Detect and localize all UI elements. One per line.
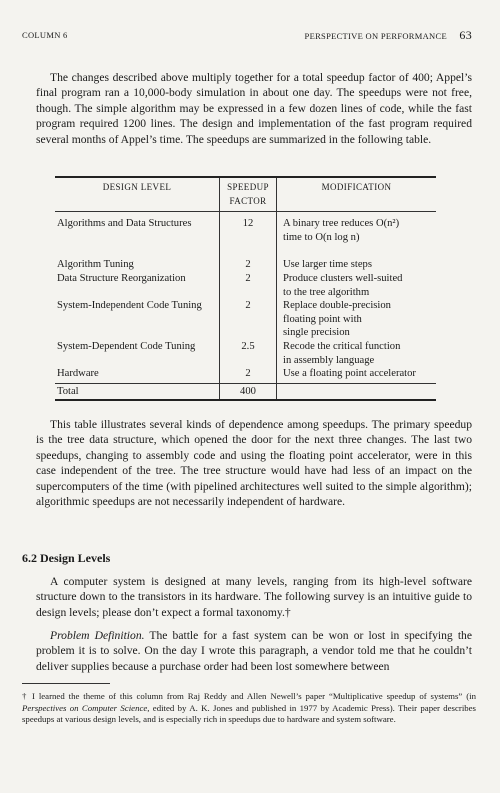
total-factor: 400: [220, 383, 277, 400]
table-total-row: [55, 383, 436, 400]
row-design-level: Data Structure Reorganization: [57, 272, 186, 284]
table-row: [55, 340, 436, 367]
row-factor: 12: [220, 212, 277, 245]
row-modification: Recode the critical function in assembly language: [283, 340, 401, 366]
problem-definition-lead: Problem Definition.: [50, 629, 145, 642]
table-row: [55, 367, 436, 383]
row-factor: 2: [220, 367, 277, 383]
row-modification: Replace double-precision floating point with single precision: [283, 300, 391, 339]
footnote: † I learned the theme of this column from Raj Reddy and Allen Newell’s paper “Multiplicative speedup of systems” (in Perspectives on Computer Science, edited by A. K. Jones and published in 1977 by Academic Press). Their paper describes speedups at various design levels, and is especially rich in speedups due to hardware and system software.: [22, 691, 476, 725]
table-header-row: [55, 177, 436, 212]
row-factor: 2: [220, 299, 277, 340]
footnote-divider: [22, 683, 110, 684]
row-modification: A binary tree reduces O(n²) time to O(n log n): [283, 218, 400, 243]
header-speedup-factor: SPEEDUP FACTOR: [220, 177, 277, 212]
chapter-title: PERSPECTIVE ON PERFORMANCE: [304, 31, 447, 41]
row-factor: 2.5: [220, 340, 277, 367]
paragraph-dependence: This table illustrates several kinds of dependence among speedups. The primary speedup is the tree data structure, which opened the door for the next three changes. The last two speedups, changing to assembly code and using the floating point accelerator, were in this case independent of the tree. The tree structure would have had less of an impact on the supercomputers of the time (with pipelined architectures well suited to the simple algorithm); algorithmic speedups are not necessarily independent of hardware.: [36, 418, 472, 509]
table-row: [55, 299, 436, 340]
speedup-table: [55, 176, 436, 401]
row-design-level: System-Independent Code Tuning: [57, 300, 202, 312]
paragraph-design-levels: A computer system is designed at many levels, ranging from its high-level software structure down to the transistors in its hardware. The following survey is an intuitive guide to design levels; please don’t expect a formal taxonomy.†: [36, 575, 472, 619]
header-right: [305, 28, 472, 43]
row-design-level: System-Dependent Code Tuning: [57, 340, 196, 352]
row-modification: Use larger time steps: [283, 259, 372, 271]
row-design-level: Hardware: [57, 368, 99, 380]
section-heading: 6.2 Design Levels: [22, 551, 111, 565]
header-design-level: DESIGN LEVEL: [55, 177, 220, 212]
row-factor: 2: [220, 244, 277, 272]
table-row: [55, 244, 436, 272]
table-row: [55, 272, 436, 299]
running-header: [22, 28, 472, 44]
row-modification: Use a floating point accelerator: [283, 368, 416, 380]
row-factor: 2: [220, 272, 277, 299]
page-number: 63: [459, 28, 472, 42]
row-design-level: Algorithms and Data Structures: [57, 218, 192, 230]
total-label: Total: [55, 383, 220, 400]
row-design-level: Algorithm Tuning: [57, 259, 134, 271]
paragraph-speedup-summary: The changes described above multiply together for a total speedup factor of 400; Appel’s final program ran a 10,000-body simulation in about one day. The speedups were not free, though. The simple algorithm may be expressed in a few dozen lines of code, while the fast program required 1200 lines. The design and implementation of the fast program required several months of Appel’s time. The speedups are summarized in the following table.: [36, 71, 472, 146]
table-row: [55, 212, 436, 245]
chapter-label: COLUMN 6: [22, 30, 68, 40]
header-modification: MODIFICATION: [277, 177, 437, 212]
paragraph-problem-definition: Problem Definition. The battle for a fast system can be won or lost in specifying the problem it is to solve. On the day I wrote this paragraph, a vendor told me that he couldn’t deliver supplies because a purchase order had been lost somewhere between: [36, 629, 472, 673]
row-modification: Produce clusters well-suited to the tree algorithm: [283, 272, 403, 298]
